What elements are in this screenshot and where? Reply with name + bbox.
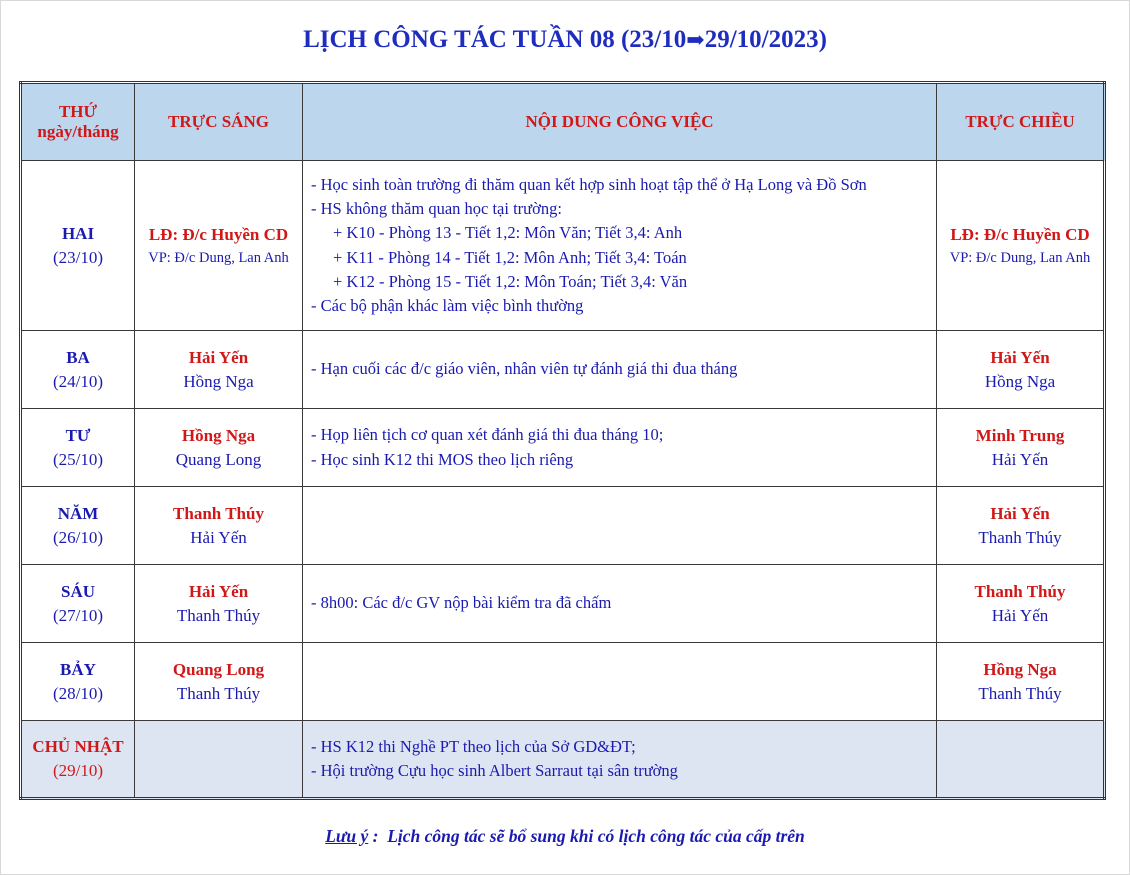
footer-note [0,826,1130,847]
content-line: - HS K12 thi Nghề PT theo lịch của Sở GD&ĐT; [311,736,636,756]
afternoon-sub: Hồng Nga [984,371,1056,391]
content-line: - 8h00: Các đ/c GV nộp bài kiểm tra đã chấm [311,593,612,613]
content-cell [303,161,937,331]
morning-duty-cell [135,643,303,721]
header-row [21,83,1105,161]
header-day-line1: THỨ [58,102,98,121]
content-line: - Học sinh toàn trường đi thăm quan kết hợp sinh hoạt tập thể ở Hạ Long và Đồ Sơn [311,174,867,194]
header-content: NỘI DUNG CÔNG VIỆC [303,83,937,161]
afternoon-lead: Thanh Thúy [974,581,1066,601]
arrow-right-icon: ➡ [686,27,705,52]
day-name: TƯ [65,425,91,445]
morning-sub: Quang Long [175,449,262,469]
afternoon-sub: Thanh Thúy [978,527,1062,547]
table-row-sunday [21,721,1105,799]
morning-sub: Hải Yến [190,527,247,547]
table-row [21,331,1105,409]
morning-duty-cell [135,331,303,409]
content-cell [303,565,937,643]
morning-lead: Hải Yến [188,581,249,601]
content-line: + K11 - Phòng 14 - Tiết 1,2: Môn Anh; Tiết 3,4: Toán [333,247,687,267]
day-cell [21,565,135,643]
afternoon-lead: Hải Yến [990,347,1050,367]
afternoon-duty-cell [937,565,1105,643]
afternoon-duty-cell [937,161,1105,331]
table-row [21,161,1105,331]
content-cell [303,487,937,565]
morning-lead: LĐ: Đ/c Huyền CD [148,224,289,244]
day-name: CHỦ NHẬT [32,737,124,756]
title-end: 29/10/2023) [704,26,827,53]
content-line: - Hạn cuối các đ/c giáo viên, nhân viên tự đánh giá thi đua tháng [311,359,738,379]
afternoon-duty-cell [937,721,1105,799]
afternoon-duty-cell [937,409,1105,487]
header-day-line2: ngày/tháng [37,122,119,141]
morning-lead: Quang Long [172,659,265,679]
morning-duty-cell [135,161,303,331]
day-name: BẢY [60,659,96,679]
afternoon-sub: VP: Đ/c Dung, Lan Anh [949,249,1091,266]
morning-sub: VP: Đ/c Dung, Lan Anh [148,249,289,266]
note-colon: : [368,826,379,846]
morning-lead: Thanh Thúy [173,503,264,523]
day-cell [21,409,135,487]
table-row [21,487,1105,565]
afternoon-lead: Hồng Nga [983,659,1057,679]
content-cell [303,409,937,487]
afternoon-lead: Hải Yến [990,503,1050,523]
afternoon-sub: Thanh Thúy [978,683,1062,703]
day-cell [21,161,135,331]
day-date: (28/10) [52,683,104,703]
content-line: - HS không thăm quan học tại trường: [311,198,562,218]
content-line: - Hội trường Cựu học sinh Albert Sarraut tại sân trường [311,761,678,780]
content-cell [303,643,937,721]
day-cell [21,487,135,565]
morning-duty-cell [135,409,303,487]
day-name: SÁU [60,581,95,601]
afternoon-sub: Hải Yến [991,605,1049,625]
day-date: (24/10) [52,371,104,391]
morning-sub: Thanh Thúy [176,605,261,625]
schedule-table [19,81,1106,800]
afternoon-duty-cell [937,487,1105,565]
day-date: (26/10) [52,527,104,547]
morning-lead: Hồng Nga [181,425,256,445]
morning-sub: Thanh Thúy [176,683,261,703]
day-cell [21,331,135,409]
table-row [21,565,1105,643]
afternoon-sub: Hải Yến [991,449,1049,469]
day-name: BA [66,347,90,367]
content-line: - Họp liên tịch cơ quan xét đánh giá thi đua tháng 10; [311,425,664,445]
afternoon-lead: LĐ: Đ/c Huyền CD [950,224,1090,244]
note-text: Lịch công tác sẽ bổ sung khi có lịch công tác của cấp trên [378,826,805,846]
day-date: (29/10) [52,761,104,780]
content-line: + K10 - Phòng 13 - Tiết 1,2: Môn Văn; Tiết 3,4: Anh [333,223,683,243]
morning-sub: Hồng Nga [183,371,254,391]
morning-duty-cell [135,565,303,643]
day-date: (27/10) [52,605,104,625]
table-row [21,409,1105,487]
content-cell [303,331,937,409]
page-title [0,26,1130,54]
day-name: NĂM [57,503,99,523]
afternoon-lead: Minh Trung [975,425,1065,445]
afternoon-duty-cell [937,331,1105,409]
content-cell [303,721,937,799]
content-line: - Học sinh K12 thi MOS theo lịch riêng [311,449,574,469]
morning-lead: Hải Yến [188,347,249,367]
content-line: - Các bộ phận khác làm việc bình thường [311,296,584,316]
day-name: HAI [61,223,95,243]
morning-duty-cell [135,721,303,799]
header-morning: TRỰC SÁNG [135,83,303,161]
header-afternoon: TRỰC CHIỀU [937,83,1105,161]
day-cell [21,721,135,799]
title-text: LỊCH CÔNG TÁC TUẦN 08 (23/10 [303,26,687,53]
table-row [21,643,1105,721]
morning-duty-cell [135,487,303,565]
note-label: Lưu ý [325,826,369,846]
day-date: (23/10) [52,247,104,267]
content-line: + K12 - Phòng 15 - Tiết 1,2: Môn Toán; Tiết 3,4: Văn [333,271,688,291]
day-date: (25/10) [52,449,104,469]
header-day [21,83,135,161]
day-cell [21,643,135,721]
afternoon-duty-cell [937,643,1105,721]
